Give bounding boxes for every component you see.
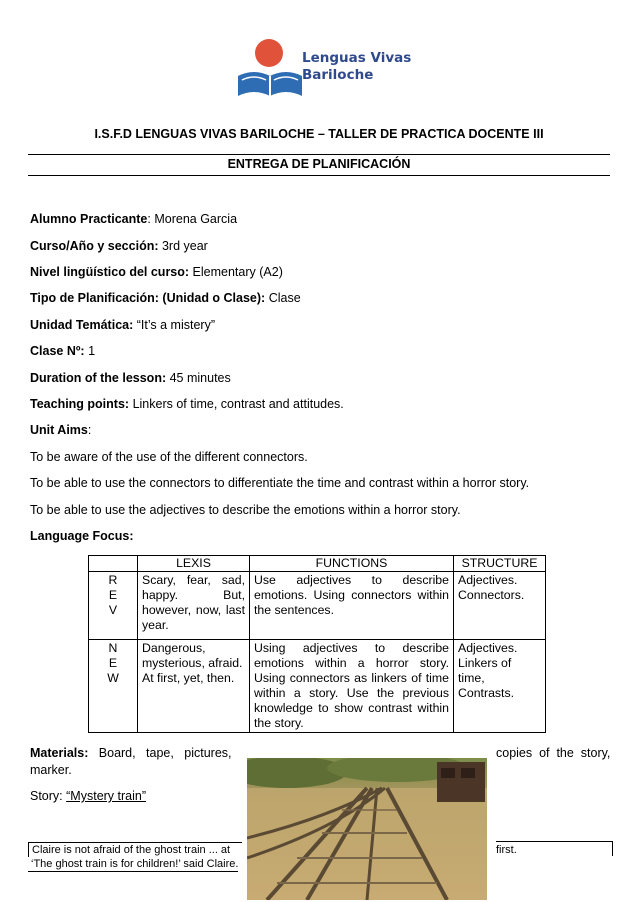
logo-sun-icon xyxy=(255,39,283,67)
field-unit-aims: Unit Aims: xyxy=(30,423,92,437)
logo-wordmark xyxy=(302,50,411,84)
functions-cell: Using adjectives to describe emotions within a horror story. Using connectors as linkers of time within a story. Use the previous knowledge to show contrast within the story. xyxy=(250,640,454,733)
field-level: Nivel lingüístico del curso: Elementary (A2) xyxy=(30,265,283,279)
language-focus-table xyxy=(88,555,546,733)
field-course: Curso/Año y sección: 3rd year xyxy=(30,239,208,253)
table-row xyxy=(89,640,546,733)
story-excerpt-line: ‘The ghost train is for children!’ said Claire. xyxy=(31,858,239,870)
field-teaching-points: Teaching points: Linkers of time, contrast and attitudes. xyxy=(30,397,344,411)
functions-cell: Use adjectives to describe emotions. Using connectors within the sentences. xyxy=(250,572,454,640)
table-header-row xyxy=(89,556,546,572)
table-header-cell: STRUCTURE xyxy=(454,556,546,572)
materials-line: Materials: Board, tape, pictures, xyxy=(30,746,232,760)
divider xyxy=(28,154,610,155)
lexis-cell: Dangerous, mysterious, afraid. At first, yet, then. xyxy=(138,640,250,733)
divider xyxy=(28,175,610,176)
table-header-cell: LEXIS xyxy=(138,556,250,572)
logo-line-2: Bariloche xyxy=(302,67,374,83)
structure-cell: Adjectives. Connectors. xyxy=(454,572,546,640)
institution-title: I.S.F.D LENGUAS VIVAS BARILOCHE – TALLER DE PRACTICA DOCENTE III xyxy=(94,127,544,141)
table-row xyxy=(89,572,546,640)
story-excerpt-right: first. xyxy=(496,841,613,856)
story-excerpt-box xyxy=(28,842,242,872)
lexis-cell: Scary, fear, sad, happy. But, however, now, last year. xyxy=(138,572,250,640)
row-label-rev: R E V xyxy=(89,572,138,640)
story-excerpt-line: Claire is not afraid of the ghost train ... at xyxy=(28,842,242,857)
structure-cell: Adjectives. Linkers of time, Contrasts. xyxy=(454,640,546,733)
table-header-cell: FUNCTIONS xyxy=(250,556,454,572)
field-duration: Duration of the lesson: 45 minutes xyxy=(30,371,231,385)
language-focus-title: Language Focus: xyxy=(30,529,134,543)
aim-item: To be able to use the connectors to differentiate the time and contrast within a horror story. xyxy=(30,476,530,490)
materials-line-right: copies of the story, xyxy=(496,746,611,760)
row-label-new: N E W xyxy=(89,640,138,733)
field-student: Alumno Practicante: Morena Garcia xyxy=(30,212,238,226)
aim-item: To be able to use the adjectives to describe the emotions within a horror story. xyxy=(30,503,461,517)
table-header-cell xyxy=(89,556,138,572)
story-line: Story: “Mystery train” xyxy=(30,789,147,803)
logo-line-1: Lenguas Vivas xyxy=(302,50,412,66)
story-title: “Mystery train” xyxy=(66,789,147,803)
field-plan-type: Tipo de Planificación: (Unidad o Clase): Clase xyxy=(30,291,301,305)
field-class-number: Clase Nº: 1 xyxy=(30,344,96,358)
aim-item: To be aware of the use of the different connectors. xyxy=(30,450,308,464)
delivery-title: ENTREGA DE PLANIFICACIÓN xyxy=(227,157,411,171)
materials-line-2: marker. xyxy=(30,763,72,777)
field-unit-theme: Unidad Temática: “It’s a mistery” xyxy=(30,318,215,332)
railway-photo xyxy=(247,758,487,900)
